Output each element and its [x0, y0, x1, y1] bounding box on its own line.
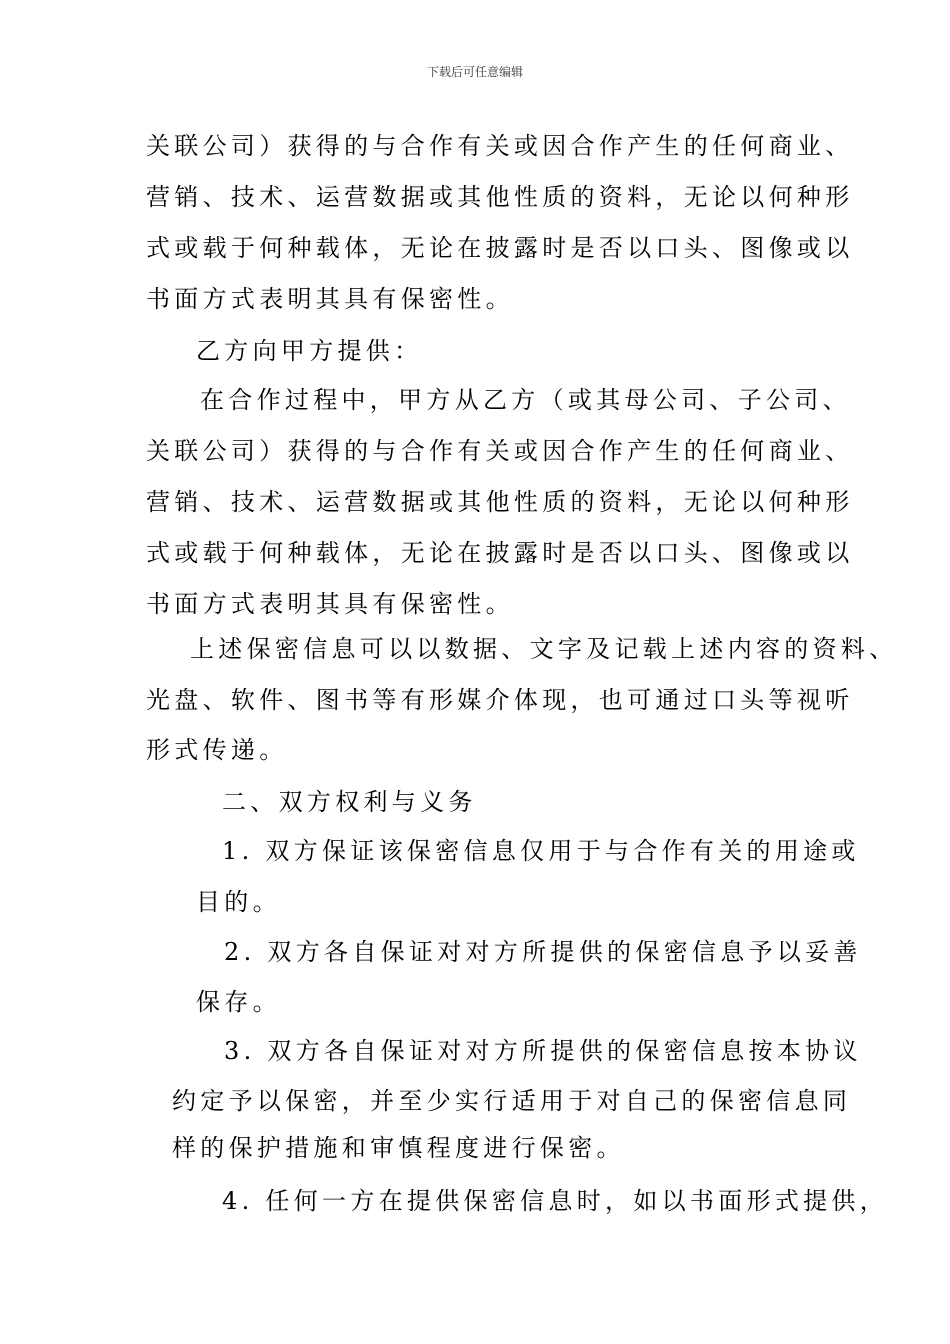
text-line: 3. 双方各自保证对对方所提供的保密信息按本协议: [224, 1037, 862, 1065]
page-header: 下载后可任意编辑: [426, 65, 523, 79]
text-line: 在合作过程中，甲方从乙方（或其母公司、子公司、: [200, 386, 851, 414]
text-line: 光盘、软件、图书等有形媒介体现，也可通过口头等视听: [146, 686, 854, 714]
text-line: 乙方向甲方提供：: [196, 337, 423, 365]
text-line: 式或载于何种载体，无论在披露时是否以口头、图像或以: [146, 539, 854, 567]
text-line: 目的。: [196, 888, 281, 916]
text-line: 1. 双方保证该保密信息仅用于与合作有关的用途或: [222, 837, 860, 865]
text-line: 关联公司）获得的与合作有关或因合作产生的任何商业、: [146, 437, 854, 465]
text-line: 营销、技术、运营数据或其他性质的资料，无论以何种形: [146, 488, 854, 516]
text-line: 保存。: [196, 988, 281, 1016]
text-line: 样的保护措施和审慎程度进行保密。: [172, 1134, 625, 1162]
text-line: 书面方式表明其具有保密性。: [146, 590, 514, 618]
text-line: 形式传递。: [146, 736, 288, 764]
text-line: 2. 双方各自保证对对方所提供的保密信息予以妥善: [224, 938, 862, 966]
text-line: 约定予以保密，并至少实行适用于对自己的保密信息同: [172, 1087, 852, 1115]
text-line: 上述保密信息可以以数据、文字及记载上述内容的资料、: [190, 635, 898, 663]
text-line: 4. 任何一方在提供保密信息时，如以书面形式提供，: [222, 1187, 889, 1215]
section-heading: 二、双方权利与义务: [222, 788, 477, 816]
text-line: 式或载于何种载体，无论在披露时是否以口头、图像或以: [146, 234, 854, 262]
text-line: 书面方式表明其具有保密性。: [146, 285, 514, 313]
text-line: 营销、技术、运营数据或其他性质的资料，无论以何种形: [146, 183, 854, 211]
text-line: 关联公司）获得的与合作有关或因合作产生的任何商业、: [146, 132, 854, 160]
